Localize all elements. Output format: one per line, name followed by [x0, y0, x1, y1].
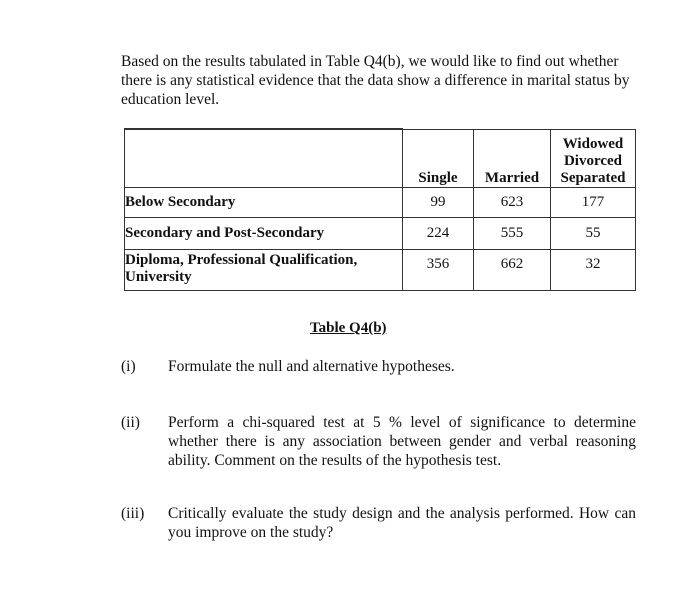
cell-value: 555: [474, 217, 551, 249]
cell-value: 55: [551, 217, 636, 249]
header-married: Married: [474, 129, 551, 187]
cell-value: 32: [551, 249, 636, 290]
table-header-row: [125, 129, 636, 187]
table-caption: Table Q4(b): [310, 320, 387, 336]
table-row: [125, 217, 636, 249]
table-row: [125, 187, 636, 217]
cell-value: 356: [403, 249, 474, 290]
row-label: Secondary and Post-Secondary: [125, 217, 403, 249]
cell-value: 623: [474, 187, 551, 217]
cell-value: 224: [403, 217, 474, 249]
table-row: [125, 249, 636, 290]
cell-value: 99: [403, 187, 474, 217]
header-single: Single: [403, 129, 474, 187]
question-number: (ii): [121, 414, 140, 431]
question-text: Critically evaluate the study design and the analysis performed. How can you improve on the study?: [168, 505, 636, 541]
marital-status-table: [124, 128, 636, 291]
intro-paragraph: Based on the results tabulated in Table Q4(b), we would like to find out whether there is any statistical evidence that the data show a difference in marital status by education level.: [121, 53, 630, 108]
header-divorced: Divorced: [563, 152, 623, 169]
row-label-line: Diploma, Professional Qualification,: [125, 251, 358, 268]
question-number: (i): [121, 358, 136, 375]
header-widowed-divorced-separated: [551, 129, 636, 187]
question-text: Perform a chi-squared test at 5 % level of significance to determine whether there is any association between gender and verbal reasoning ability. Comment on the results of the hypothesis test.: [168, 414, 636, 469]
header-separated: Separated: [560, 169, 626, 186]
question-number: (iii): [121, 505, 145, 522]
row-label: Below Secondary: [125, 187, 403, 217]
header-empty-cell: [125, 129, 403, 187]
cell-value: 662: [474, 249, 551, 290]
row-label-line: University: [125, 268, 192, 285]
row-label: [125, 249, 403, 290]
question-text: Formulate the null and alternative hypotheses.: [168, 358, 455, 375]
header-widowed: Widowed: [562, 135, 624, 152]
cell-value: 177: [551, 187, 636, 217]
